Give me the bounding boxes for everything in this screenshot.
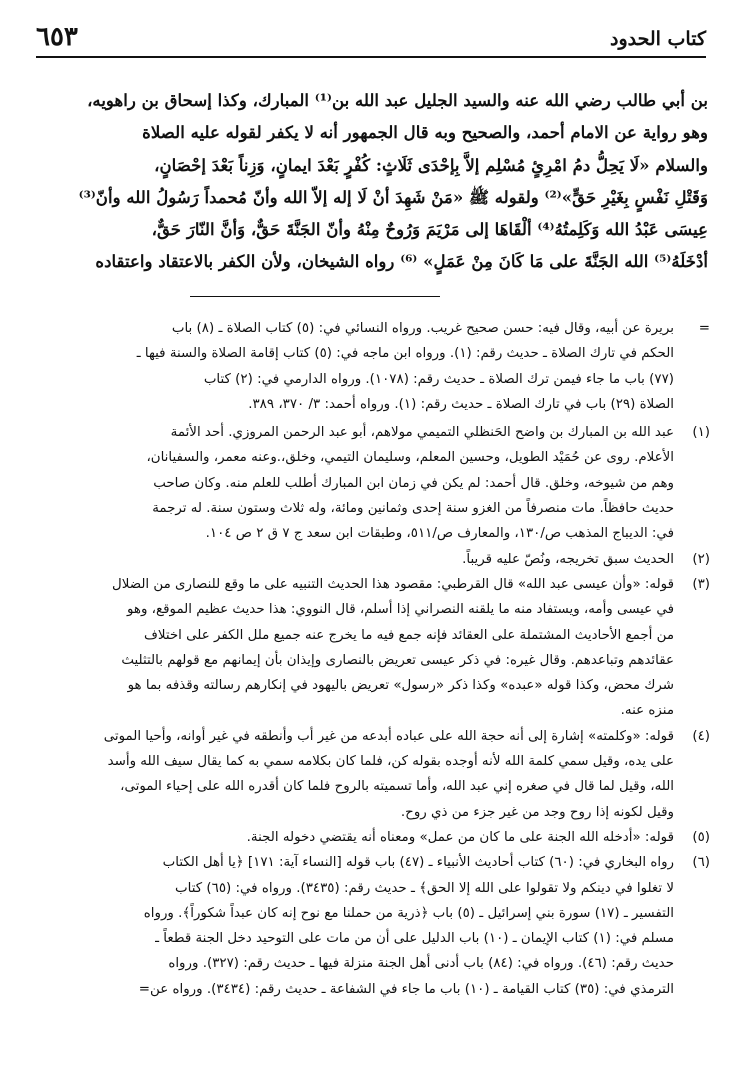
- footnote-line: على يده، وقيل سمي كلمة الله لأنه أوجده بقوله كن، فلما كان بكلامه سمي به كما يقال سيف الله وأسد: [107, 754, 674, 770]
- footnote-line: قوله: «أدخله الله الجنة على ما كان من عمل» ومعناه أنه يقتضي دخوله الجنة.: [246, 829, 674, 845]
- footnote-line: رواه البخاري في: (٦٠) كتاب أحاديث الأنبياء ـ (٤٧) باب قوله [النساء آية: ١٧١] ﴿يا أهل الكتاب: [162, 855, 674, 871]
- footnote-continued: [30, 316, 710, 417]
- footnote-mark: (٣): [692, 576, 710, 592]
- main-text-line: بن أبي طالب رضي الله عنه والسيد الجليل عبد الله بن⁽¹⁾ المبارك، وكذا إسحاق بن راهويه،: [87, 90, 708, 110]
- footnote-line: عقائدهم وتباعدهم. وقال غيره: في ذكر عيسى تعريض بالنصارى وإيذان بأن إيمانهم مع قولهم بالتثليث: [121, 652, 674, 668]
- footnote-mark: (٢): [692, 551, 710, 567]
- main-text-line: أدْخَلَهُ⁽⁵⁾ الله الجَنَّةَ على مَا كَانَ مِنْ عَمَلٍ» ⁽⁶⁾ رواه الشيخان، ولأن الكفر بالاعتقاد واعتقاده: [95, 251, 708, 272]
- footnote-line: عبد الله بن المبارك بن واضح الحَنظلي التميمي مولاهم، أبو عبد الرحمن المروزي. أحد الأئمة: [170, 425, 674, 441]
- footnote-line: قوله: «وكلمته» إشارة إلى أنه حجة الله على عباده أبدعه من غير أب وأنطقه في غير أوانه، وأحيا الموتى: [103, 728, 674, 744]
- footnote-line: الحكم في تارك الصلاة ـ حديث رقم: (١). ورواه ابن ماجه في: (٥) كتاب إقامة الصلاة والسنة فيها ـ: [136, 346, 674, 362]
- footnotes: [30, 316, 710, 1002]
- main-text-line: وهو رواية عن الامام أحمد، والصحيح وبه قال الجمهور أنه لا يكفر لقوله عليه الصلاة: [142, 122, 708, 143]
- footnote-line: قوله: «وأن عيسى عبد الله» قال القرطبي: مقصود هذا الحديث التنبيه على ما وقع للنصارى من الضلال: [111, 576, 674, 592]
- footnote-line: الترمذي في: (٣٥) كتاب القيامة ـ (١٠) باب ما جاء في الشفاعة ـ حديث رقم: (٣٤٣٤). ورواه عن=: [138, 981, 674, 997]
- footnote-separator: [190, 296, 440, 297]
- footnote-line: مسلم في: (١) كتاب الإيمان ـ (١٠) باب الدليل على أن من مات على التوحيد دخل الجنة قطعاً ـ: [155, 931, 674, 947]
- footnote-line: حديث رقم: (٤٦). ورواه في: (٨٤) باب أدنى أهل الجنة منزلة فيها ـ حديث رقم: (٣٢٧). ورواه: [168, 956, 674, 972]
- footnote-6: [30, 850, 710, 1002]
- footnote-3: [30, 572, 710, 724]
- footnote-line: الله، وقيل لما قال في صغره إني عبد الله، وأما تسميته بالروح فلما كان أقدره الله على إحياء الموتى،: [120, 779, 674, 795]
- chapter-title: كتاب الحدود: [609, 28, 706, 50]
- footnote-line: شرك محض، وكذا قوله «عبده» وكذا ذكر «رسول» تعريض باليهود في إنكارهم رسالته وقذفه بما هو: [127, 678, 674, 694]
- footnote-line: الصلاة (٢٩) باب في تارك الصلاة ـ حديث رقم: (١). ورواه أحمد: ٣/ ٣٧٠، ٣٨٩.: [248, 396, 674, 412]
- main-text-line: عِيسَى عَبْدُ الله وَكَلِمتُهُ⁽⁴⁾ ألْقَاهَا إلى مَرْيَمَ وَرُوحٌ مِنْهُ وأنّ الجَنَّةَ حَقٌّ، وَأنَّ النّارَ حَقٌّ،: [151, 219, 708, 240]
- footnote-line: لا تغلوا في دينكم ولا تقولوا على الله إلا الحق﴾ ـ حديث رقم: (٣٤٣٥). ورواه في: (٦٥) كتاب: [175, 880, 674, 896]
- footnote-mark: (٦): [692, 855, 710, 871]
- footnote-line: الحديث سبق تخريجه، ونُصّ عليه قريباً.: [462, 551, 674, 567]
- footnote-2: [30, 547, 710, 572]
- footnote-line: منزه عنه.: [620, 703, 674, 719]
- footnote-line: الأعلام. روى عن حُمَيْد الطويل، وحسين المعلم، وسليمان التيمي، وخلق،.وعنه معمر، والسفيانان،: [146, 450, 674, 466]
- footnote-mark: (٤): [692, 728, 710, 744]
- footnote-line: بريرة عن أبيه، وقال فيه: حسن صحيح غريب. ورواه النسائي في: (٥) كتاب الصلاة ـ (٨) باب: [171, 321, 674, 336]
- footnote-line: حديث حافظاً. مات منصرفاً من الغزو سنة إحدى وثمانين ومائة، وله ثلاث وستون سنة. له ترجمة: [152, 501, 674, 517]
- footnote-4: [30, 724, 710, 825]
- running-header: [36, 22, 706, 58]
- footnote-line: التفسير ـ (١٧) سورة بني إسرائيل ـ (٥) باب ﴿ذرية من حملنا مع نوح إنه كان عبداً شكوراً﴾. ورواه: [143, 905, 674, 921]
- footnote-mark: =: [698, 321, 710, 336]
- footnote-mark: (٥): [692, 829, 710, 845]
- main-text-line: والسلام «لَا يَحِلُّ دمُ امْرِئٍ مُسْلِم إلاَّ بِإحْدَى ثَلَاثٍ: كُفْرٍ بَعْدَ ايمانٍ، وَزِناً بَعْدَ إحْصَانٍ،: [154, 154, 708, 175]
- footnote-5: [30, 825, 710, 850]
- footnote-line: وهم من شيوخه، وخلق. قال أحمد: لم يكن في زمان ابن المبارك أطلب للعلم منه. وكان صاحب: [153, 475, 674, 491]
- footnote-line: في عيسى وأمه، ويستفاد منه ما يلقنه النصراني إذا أسلم، قال النووي: هذا حديث عظيم الموقع، وهو: [126, 602, 674, 618]
- footnote-line: (٧٧) باب ما جاء فيمن ترك الصلاة ـ حديث رقم: (١٠٧٨). ورواه الدارمي في: (٢) كتاب: [203, 371, 674, 387]
- footnote-mark: (١): [692, 425, 710, 441]
- footnote-line: في: الديباج المذهب ص/١٣٠، والمعارف ص/٥١١، وطبقات ابن سعد ج ٧ ق ٢ ص ١٠٤.: [205, 526, 674, 542]
- main-text-line: وَقَتْلِ نَفْسٍ بِغَيْرِ حَقٍّ»⁽²⁾ ولقوله ﷺ «مَنْ شَهِدَ أنْ لَا إله إلاّ الله وأنّ مُحمداً رَسُولُ الله وأنّ⁽³⁾: [78, 186, 708, 207]
- page-number: ٦٥٣: [36, 22, 78, 52]
- footnote-1: [30, 420, 710, 546]
- footnote-line: وقيل لكونه إذا روح وجد من غير جزء من ذي روح.: [400, 804, 674, 820]
- footnote-line: من أجمع الأحاديث المشتملة على العقائد فإنه جمع فيه ما يخرج عنه جميع ملل الكفر على اختلاف: [143, 627, 674, 643]
- main-text: [32, 84, 708, 278]
